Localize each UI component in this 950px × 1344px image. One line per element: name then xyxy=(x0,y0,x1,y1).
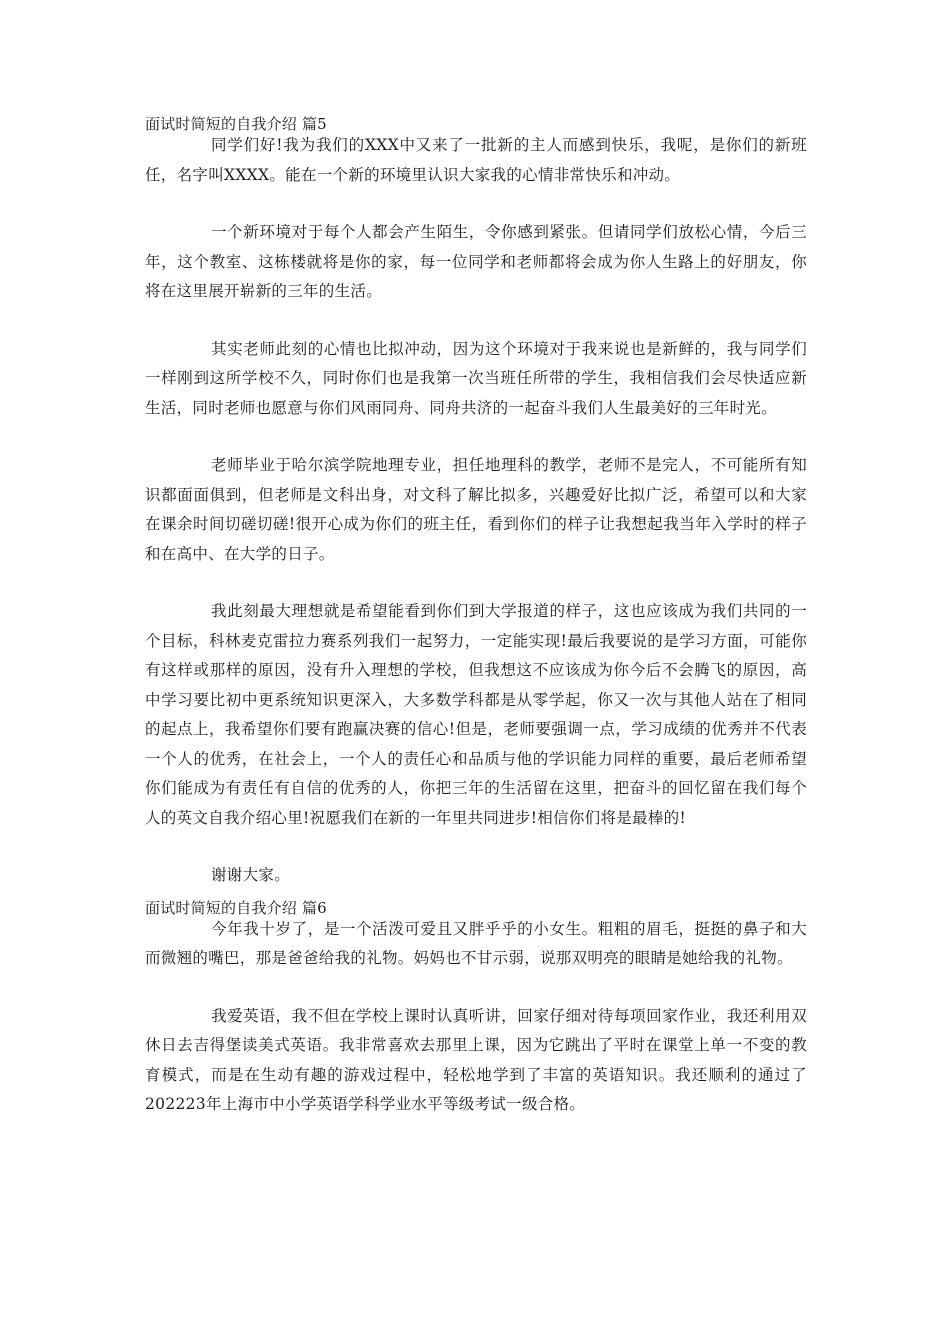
section-heading: 面试时简短的自我介绍 篇5 xyxy=(145,115,327,133)
paragraph: 今年我十岁了，是一个活泼可爱且又胖乎乎的小女生。粗粗的眉毛，挺挺的鼻子和大而微翘的嘴巴，那是爸爸给我的礼物。妈妈也不甘示弱，说那双明亮的眼睛是她给我的礼物。 xyxy=(145,919,807,967)
paragraph: 同学们好!我为我们的XXX中又来了一批新的主人而感到快乐，我呢，是你们的新班任，名字叫XXXX。能在一个新的环境里认识大家我的心情非常快乐和冲动。 xyxy=(145,136,807,184)
paragraph: 老师毕业于哈尔滨学院地理专业，担任地理科的教学，老师不是完人，不可能所有知识都面面俱到，但老师是文科出身，对文科了解比拟多，兴趣爱好比拟广泛，希望可以和大家在课余时间切磋切磋!很开心成为你们的班主任，看到你们的样子让我想起我当年入学时的样子和在高中、在大学的日子。 xyxy=(145,456,807,563)
section-5 xyxy=(145,113,807,891)
paragraph: 谢谢大家。 xyxy=(211,866,291,884)
paragraph: 我爱英语，我不但在学校上课时认真听讲，回家仔细对待每项回家作业，我还利用双休日去吉得堡读美式英语。我非常喜欢去那里上课，因为它跳出了平时在课堂上单一不变的教育模式，而是在生动有趣的游戏过程中，轻松地学到了丰富的英语知识。我还顺利的通过了202223年上海市中小学英语学科学业水平等级考试一级合格。 xyxy=(145,1006,807,1113)
paragraph: 其实老师此刻的心情也比拟冲动，因为这个环境对于我来说也是新鲜的，我与同学们一样刚到这所学校不久，同时你们也是我第一次当班任所带的学生，我相信我们会尽快适应新生活，同时老师也愿意与你们风雨同舟、同舟共济的一起奋斗我们人生最美好的三年时光。 xyxy=(145,339,807,417)
document-page xyxy=(145,113,807,1148)
section-heading: 面试时简短的自我介绍 篇6 xyxy=(145,898,327,917)
paragraph: 我此刻最大理想就是希望能看到你们到大学报道的样子，这也应该成为我们共同的一个目标，科林麦克雷拉力赛系列我们一起努力，一定能实现!最后我要说的是学习方面，可能你有这样或那样的原因，没有升入理想的学校，但我想这不应该成为你今后不会腾飞的原因，高中学习要比初中更系统知识更深入，大多数学科都是从零学起，你又一次与其他人站在了相同的起点上，我希望你们要有跑赢决赛的信心!但是，老师要强调一点，学习成绩的优秀并不代表一个人的优秀，在社会上，一个人的责任心和品质与他的学识能力同样的重要，最后老师希望你们能成为有责任有自信的优秀的人，你把三年的生活留在这里，把奋斗的回忆留在我们每个人的英文自我介绍心里!祝愿我们在新的一年里共同进步!相信你们将是最棒的! xyxy=(145,602,807,827)
section-6 xyxy=(145,897,807,1120)
paragraph: 一个新环境对于每个人都会产生陌生，令你感到紧张。但请同学们放松心情，今后三年，这个教室、这栋楼就将是你的家，每一位同学和老师都将会成为你人生路上的好朋友，你将在这里展开崭新的三年的生活。 xyxy=(145,223,807,300)
